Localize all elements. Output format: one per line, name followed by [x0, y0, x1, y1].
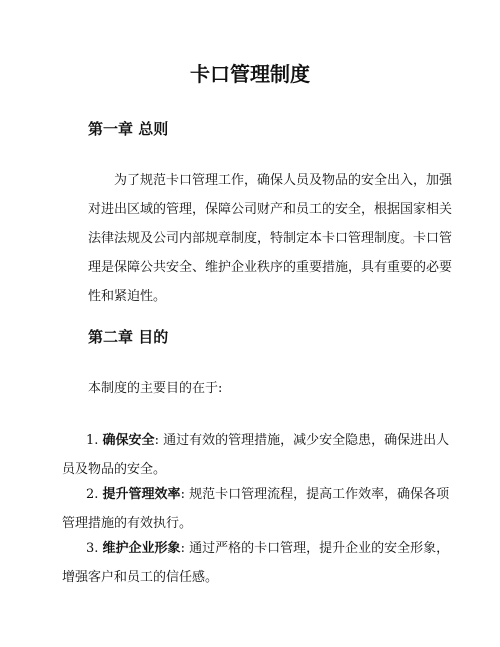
chapter-2-intro: 本制度的主要目的在于: [88, 381, 223, 396]
list-item-text: 通过有效的管理措施，减少安全隐患，确保进出人员及物品的安全。 [62, 433, 450, 477]
list-item-number: 2. [86, 487, 99, 502]
list-item-separator: : [180, 541, 185, 556]
list-item-term: 提升管理效率 [102, 487, 181, 502]
list-item-number: 1. [86, 433, 99, 448]
list-item-1 [62, 426, 460, 484]
list-item-separator: : [180, 487, 185, 502]
list-item-2 [62, 480, 460, 538]
list-item-separator: : [154, 433, 159, 448]
list-item-term: 维护企业形象 [102, 541, 181, 556]
chapter-2-heading: 第二章 目的 [88, 328, 169, 346]
list-item-text: 规范卡口管理流程，提高工作效率，确保各项管理措施的有效执行。 [62, 487, 450, 531]
list-item-number: 3. [86, 541, 99, 556]
document-title: 卡口管理制度 [190, 62, 310, 86]
list-item-text: 通过严格的卡口管理，提升企业的安全形象，增强客户和员工的信任感。 [62, 541, 450, 585]
list-item-term: 确保安全 [102, 433, 155, 448]
chapter-1-paragraph: 为了规范卡口管理工作，确保人员及物品的安全出入，加强对进出区域的管理，保障公司财产和员工的安全，根据国家相关法律法规及公司内部规章制度，特制定本卡口管理制度。卡口管理是保障公共安全、维护企业秩序的重要措施，具有重要的必要性和紧迫性。 [88, 173, 453, 304]
list-item-3 [62, 534, 460, 592]
chapter-1-heading: 第一章 总则 [88, 120, 169, 138]
